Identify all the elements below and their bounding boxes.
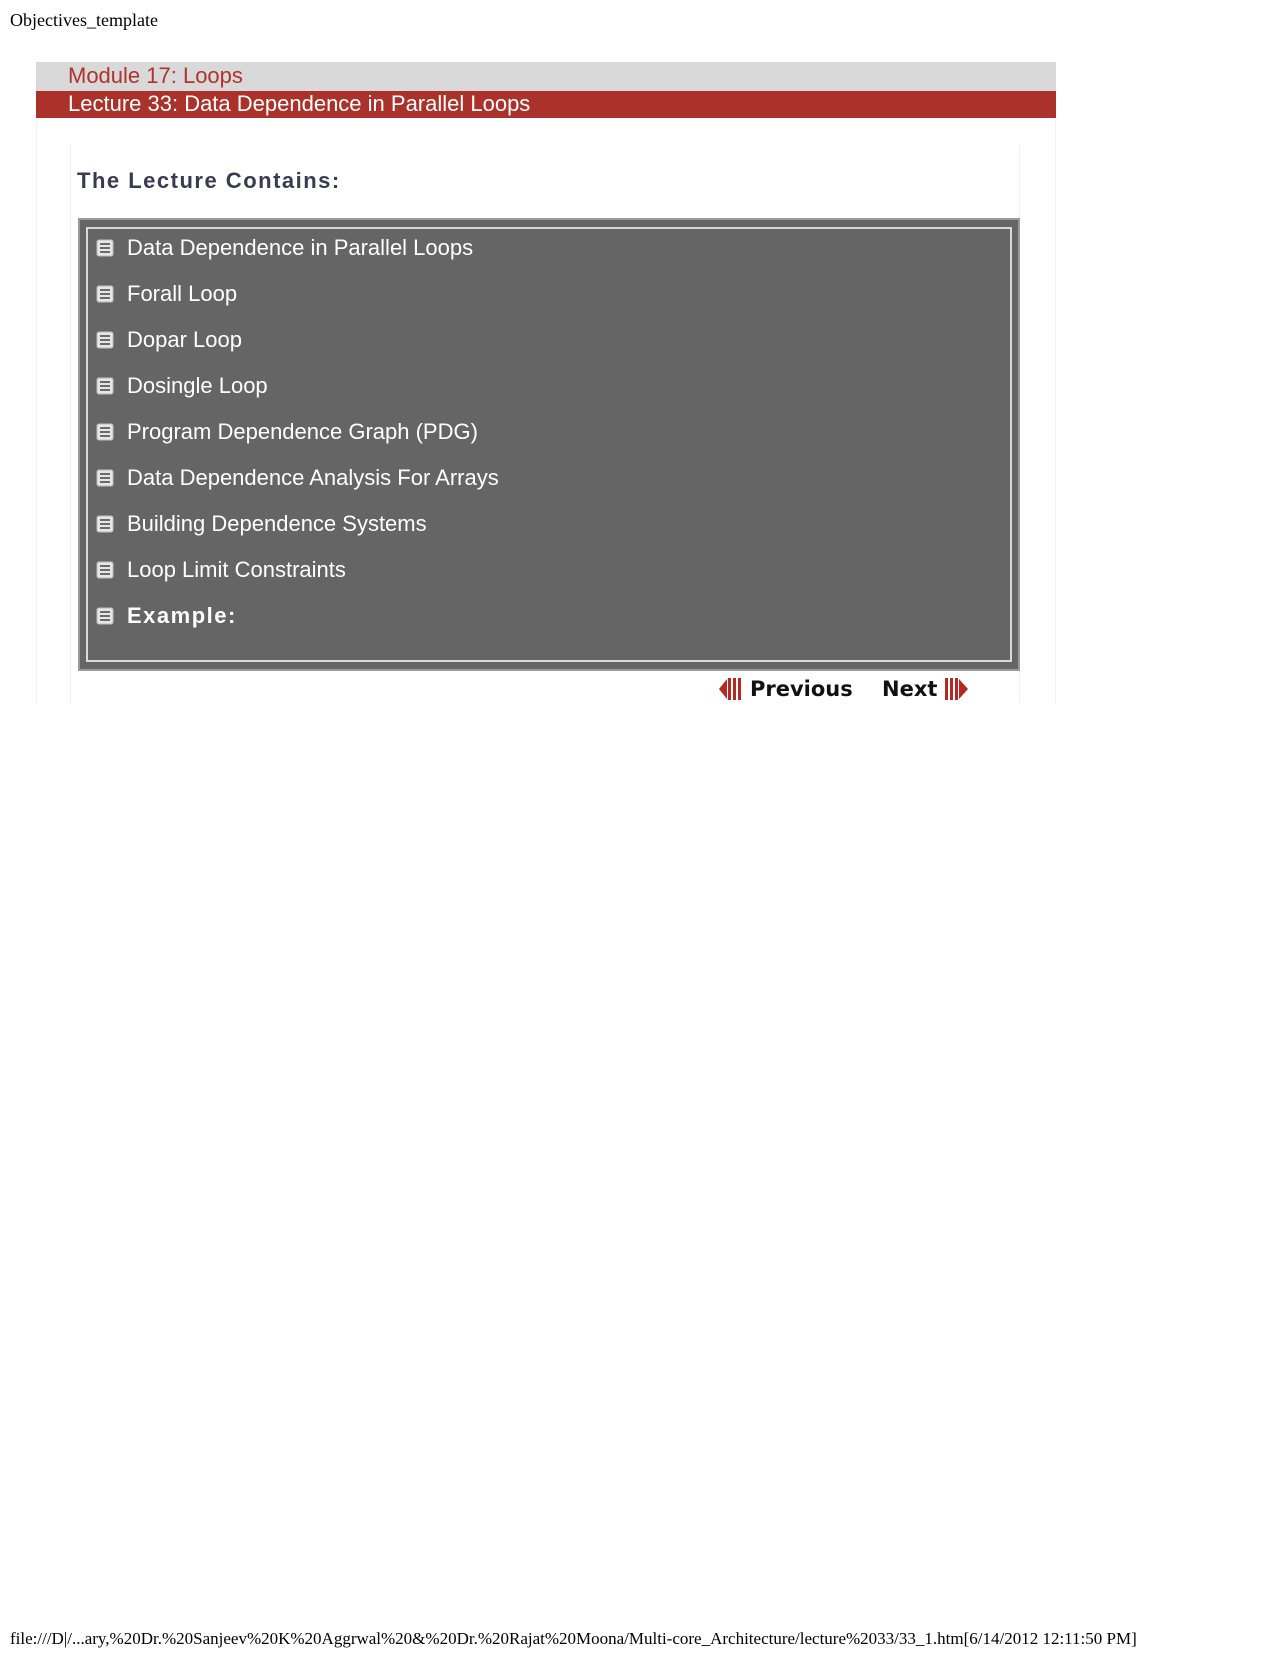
topic-item-loop-limit-constraints[interactable] xyxy=(96,554,346,586)
topic-list xyxy=(86,227,1012,662)
topic-item-dopar-loop[interactable] xyxy=(96,324,242,356)
topic-item-program-dependence-graph[interactable] xyxy=(96,416,478,448)
next-label: Next xyxy=(882,677,938,701)
topic-item-forall-loop[interactable] xyxy=(96,278,237,310)
module-bar xyxy=(36,62,1056,91)
document-list-icon xyxy=(96,469,114,487)
next-button[interactable] xyxy=(882,674,971,704)
topic-item-label: Data Dependence Analysis For Arrays xyxy=(127,465,499,490)
topic-item-example[interactable] xyxy=(96,600,237,632)
topic-item-dosingle-loop[interactable] xyxy=(96,370,268,402)
document-list-icon xyxy=(96,561,114,579)
next-arrow-icon xyxy=(943,675,971,703)
previous-arrow-icon xyxy=(718,675,746,703)
document-list-icon xyxy=(96,239,114,257)
topic-item-data-dependence-analysis-arrays[interactable] xyxy=(96,462,499,494)
page-header-title: Objectives_template xyxy=(10,10,158,30)
document-list-icon xyxy=(96,377,114,395)
topic-item-label: Dopar Loop xyxy=(127,327,242,352)
module-title: Module 17: Loops xyxy=(68,63,243,88)
previous-label: Previous xyxy=(750,677,853,701)
previous-button[interactable] xyxy=(718,674,853,704)
page-footer-url: file:///D|/...ary,%20Dr.%20Sanjeev%20K%20Aggrwal%20&%20Dr.%20Rajat%20Moona/Multi-core_Architecture/lecture%2033/33_1.htm[6/14/2012 12:11:50 PM] xyxy=(10,1629,1137,1648)
topic-item-building-dependence-systems[interactable] xyxy=(96,508,427,540)
topic-item-label: Dosingle Loop xyxy=(127,373,268,398)
topic-list-box xyxy=(78,218,1020,671)
document-list-icon xyxy=(96,331,114,349)
topic-item-label: Program Dependence Graph (PDG) xyxy=(127,419,478,444)
topic-item-label: Forall Loop xyxy=(127,281,238,306)
document-list-icon xyxy=(96,285,114,303)
lecture-title: Lecture 33: Data Dependence in Parallel Loops xyxy=(68,91,531,116)
document-list-icon xyxy=(96,423,114,441)
lecture-bar xyxy=(36,91,1056,118)
lecture-contains-heading: The Lecture Contains: xyxy=(77,168,341,193)
document-list-icon xyxy=(96,607,114,625)
topic-item-label: Example: xyxy=(127,603,237,628)
topic-item-data-dependence-parallel-loops[interactable] xyxy=(96,232,473,264)
topic-item-label: Loop Limit Constraints xyxy=(127,557,346,582)
topic-item-label: Data Dependence in Parallel Loops xyxy=(127,235,474,260)
document-list-icon xyxy=(96,515,114,533)
topic-item-label: Building Dependence Systems xyxy=(127,511,427,536)
